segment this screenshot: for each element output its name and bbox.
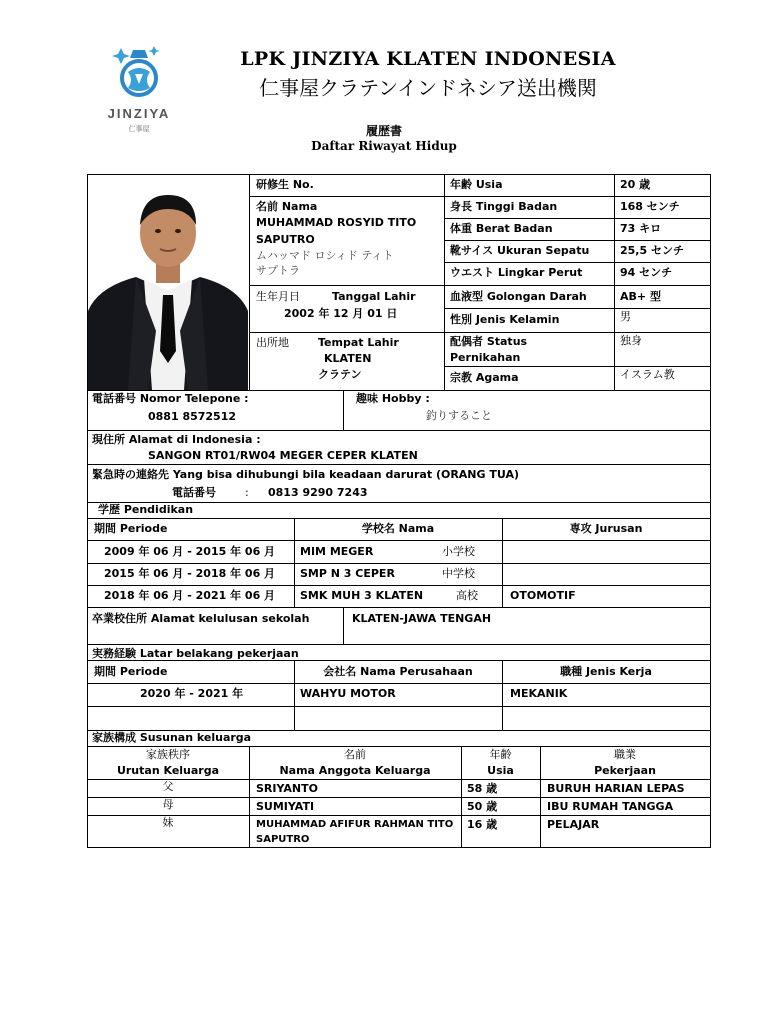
- edu-row-3-level: 高校: [456, 589, 478, 602]
- work-col-type: 職種 Jenis Kerja: [560, 665, 652, 678]
- phone-value: 0881 8572512: [148, 410, 237, 423]
- family-row-3-job: PELAJAR: [547, 818, 600, 831]
- family-col-age-id: Usia: [487, 764, 514, 777]
- marital-label-line2: Pernikahan: [450, 351, 521, 364]
- edu-row-3-school: SMK MUH 3 KLATEN: [300, 589, 424, 602]
- address-label: 現住所 Alamat di Indonesia :: [92, 433, 261, 446]
- education-col-period: 期間 Periode: [94, 522, 168, 535]
- work-row-1-type: MEKANIK: [510, 687, 568, 700]
- emergency-phone-value: 0813 9290 7243: [268, 486, 368, 499]
- education-col-school: 学校名 Nama: [361, 522, 435, 535]
- marital-value: 独身: [620, 334, 642, 347]
- age-label: 年齢 Usia: [450, 178, 503, 191]
- family-row-2-name: SUMIYATI: [256, 800, 315, 813]
- name-value-line1: MUHAMMAD ROSYID TITO: [256, 216, 417, 229]
- emergency-phone-label: 電話番号: [172, 486, 216, 499]
- title-japanese: 仁事屋クラテンインドネシア送出機関: [259, 76, 597, 100]
- dob-value: 2002 年 12 月 01 日: [284, 307, 398, 320]
- hobby-value: 釣りすること: [426, 409, 492, 422]
- edu-row-2-school: SMP N 3 CEPER: [300, 567, 395, 580]
- grad-address-value: KLATEN-JAWA TENGAH: [352, 612, 492, 625]
- family-col-order-id: Urutan Keluarga: [116, 764, 220, 777]
- edu-row-2-period: 2015 年 06 月 - 2018 年 06 月: [104, 567, 276, 580]
- religion-value: イスラム教: [620, 368, 675, 381]
- work-section-label: 実務経験 Latar belakang pekerjaan: [92, 647, 299, 660]
- family-row-1-relation: 父: [162, 780, 174, 793]
- work-row-1-company: WAHYU MOTOR: [300, 687, 396, 700]
- title-english: LPK JINZIYA KLATEN INDONESIA: [240, 48, 616, 70]
- weight-label: 体重 Berat Badan: [450, 222, 553, 235]
- logo-subtext: 仁事屋: [128, 125, 150, 133]
- pob-label-id: Tempat Lahir: [318, 336, 399, 349]
- family-row-2-job: IBU RUMAH TANGGA: [547, 800, 674, 813]
- phone-label: 電話番号 Nomor Telepone :: [92, 392, 249, 405]
- dob-label-jp: 生年月日: [256, 290, 300, 303]
- edu-row-1-period: 2009 年 06 月 - 2015 年 06 月: [104, 545, 276, 558]
- marital-label-line1: 配偶者 Status: [450, 335, 528, 348]
- family-col-name-jp: 名前: [344, 748, 366, 761]
- education-section-label: 学歴 Pendidikan: [98, 503, 194, 516]
- blood-type-label: 血液型 Golongan Darah: [450, 290, 587, 303]
- work-col-company: 会社名 Nama Perusahaan: [323, 665, 473, 678]
- family-col-name-id: Nama Anggota Keluarga: [279, 764, 431, 777]
- height-value: 168 センチ: [620, 200, 680, 213]
- name-label: 名前 Nama: [256, 200, 318, 213]
- person-photo-icon: [88, 191, 248, 390]
- family-row-3-age: 16 歳: [467, 818, 498, 831]
- weight-value: 73 キロ: [620, 222, 662, 235]
- shoe-size-label: 靴サイス Ukuran Sepatu: [450, 244, 590, 257]
- edu-row-1-school: MIM MEGER: [300, 545, 374, 558]
- work-row-1-period: 2020 年 - 2021 年: [140, 687, 244, 700]
- edu-row-3-major: OTOMOTIF: [510, 589, 576, 602]
- gender-label: 性別 Jenis Kelamin: [450, 313, 560, 326]
- gender-value: 男: [620, 310, 631, 323]
- height-label: 身長 Tinggi Badan: [450, 200, 558, 213]
- pob-value: KLATEN: [324, 352, 372, 365]
- waist-label: ウエスト Lingkar Perut: [450, 266, 583, 279]
- age-value: 20 歳: [620, 178, 651, 191]
- family-row-3-relation: 妹: [162, 816, 174, 829]
- dob-label-id: Tanggal Lahir: [332, 290, 416, 303]
- name-kana-line2: サプトラ: [256, 264, 300, 277]
- pob-label-jp: 出所地: [256, 336, 289, 349]
- family-row-2-relation: 母: [162, 798, 174, 811]
- doc-title-japanese: 履歴書: [365, 124, 402, 138]
- family-col-job-jp: 職業: [614, 748, 636, 761]
- shoe-size-value: 25,5 センチ: [620, 244, 684, 257]
- name-value-line2: SAPUTRO: [256, 233, 315, 246]
- blood-type-value: AB+ 型: [620, 290, 661, 303]
- family-col-job-id: Pekerjaan: [594, 764, 656, 777]
- applicant-photo: [88, 191, 248, 390]
- family-col-age-jp: 年齢: [489, 748, 512, 761]
- edu-row-1-level: 小学校: [442, 545, 475, 558]
- family-row-1-age: 58 歳: [467, 782, 498, 795]
- edu-row-2-level: 中学校: [442, 567, 475, 580]
- hobby-label: 趣味 Hobby :: [356, 392, 430, 405]
- logo-text: JINZIYA: [107, 106, 171, 121]
- trainee-no-label: 研修生 No.: [256, 178, 314, 191]
- family-col-order-jp: 家族秩序: [146, 748, 190, 761]
- family-section-label: 家族構成 Susunan keluarga: [92, 731, 252, 744]
- emergency-colon: :: [245, 486, 249, 499]
- religion-label: 宗教 Agama: [450, 371, 519, 384]
- grad-address-label: 卒業校住所 Alamat kelulusan sekolah: [92, 612, 310, 625]
- pob-kana: クラテン: [318, 368, 362, 381]
- emergency-contact-label: 緊急時の連絡先 Yang bisa dihubungi bila keadaan darurat (ORANG TUA): [92, 468, 520, 481]
- logo-emblem-icon: [104, 44, 174, 104]
- work-col-period: 期間 Periode: [94, 665, 168, 678]
- family-row-3-name: MUHAMMAD AFIFUR RAHMAN TITO: [256, 819, 454, 830]
- family-row-2-age: 50 歳: [467, 800, 498, 813]
- address-value: SANGON RT01/RW04 MEGER CEPER KLATEN: [148, 449, 418, 462]
- waist-value: 94 センチ: [620, 266, 673, 279]
- family-row-1-job: BURUH HARIAN LEPAS: [547, 782, 685, 795]
- family-row-1-name: SRIYANTO: [256, 782, 318, 795]
- education-col-major: 専攻 Jurusan: [569, 522, 643, 535]
- name-kana-line1: ムハッマド ロシィド ティト: [256, 249, 394, 262]
- family-row-3-name-line2: SAPUTRO: [256, 834, 310, 845]
- edu-row-3-period: 2018 年 06 月 - 2021 年 06 月: [104, 589, 276, 602]
- doc-title-indonesian: Daftar Riwayat Hidup: [311, 139, 457, 153]
